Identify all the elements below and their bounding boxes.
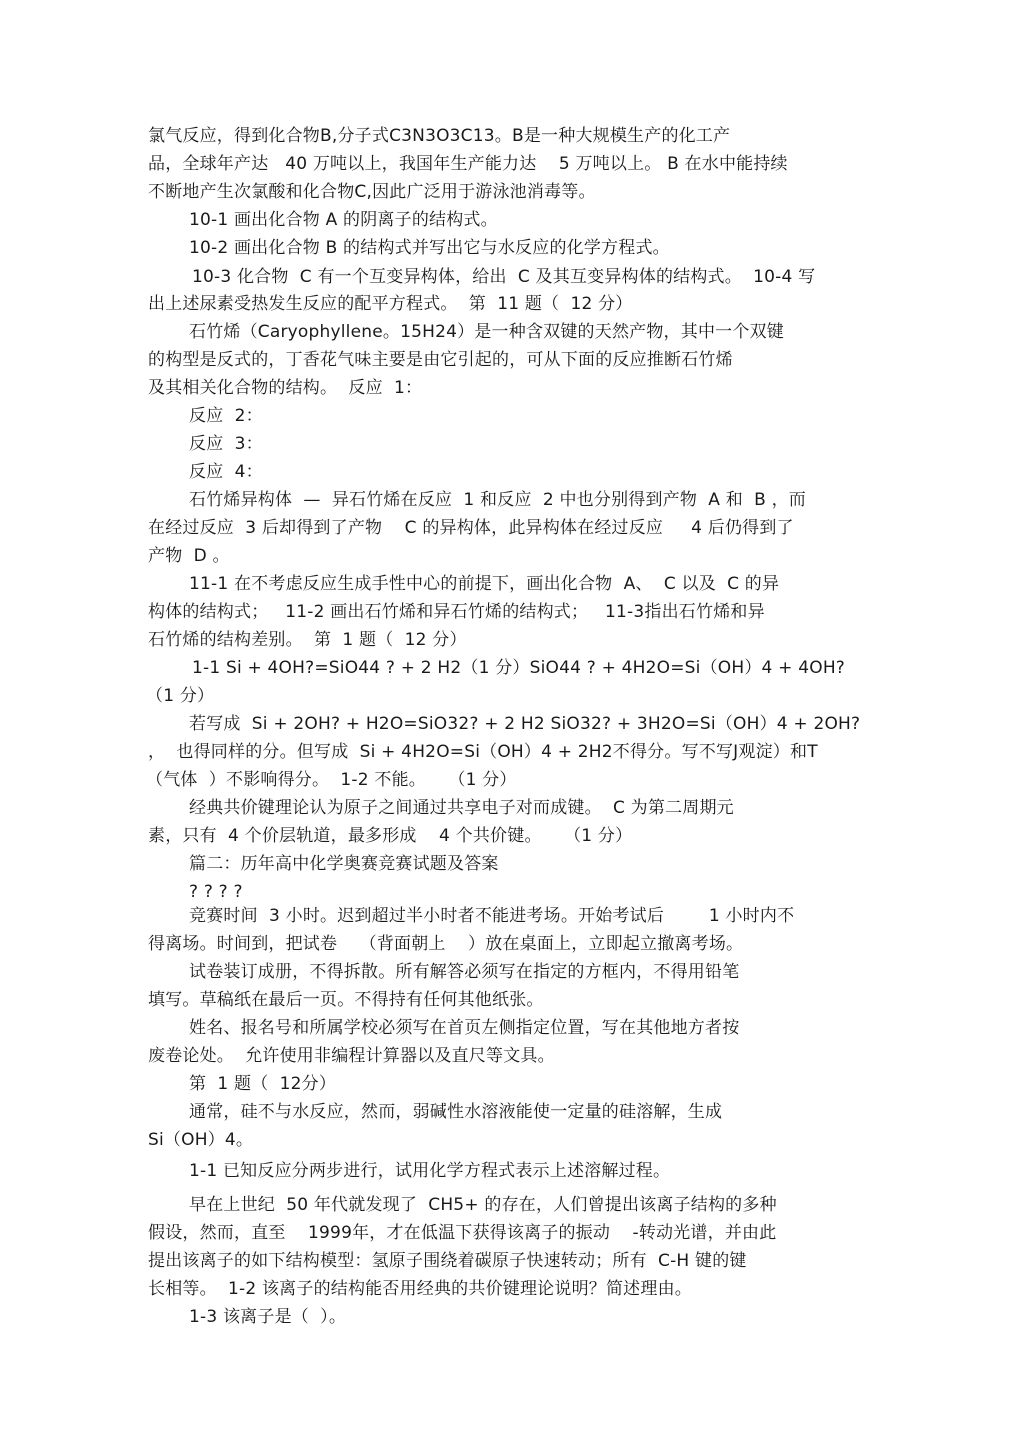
text-line: 长相等。 1-2 该离子的结构能否用经典的共价键理论说明？简述理由。 [148,1279,692,1299]
text-line: （气体 ）不影响得分。 1-2 不能。 （1 分） [146,770,517,790]
text-line: 10-3 化合物 C 有一个互变异构体，给出 C 及其互变异构体的结构式。 10-4 写 [192,267,816,287]
text-line: ， 也得同样的分。但写成 Si + 4H2O=Si（OH）4 + 2H2不得分。写不写J观淀）和T [148,742,818,762]
text-line: 提出该离子的如下结构模型：氢原子围绕着碳原子快速转动；所有 C-H 键的键 [148,1251,747,1271]
text-line: 篇二：历年高中化学奥赛竞赛试题及答案 [189,854,499,874]
text-line: 在经过反应 3 后却得到了产物 C 的异构体，此异构体在经过反应 4 后仍得到了 [148,518,794,538]
text-line: 出上述尿素受热发生反应的配平方程式。 第 11 题（ 12 分） [148,294,633,314]
text-line: 氯气反应，得到化合物B,分子式C3N3O3C13。B是一种大规模生产的化工产 [148,126,731,146]
text-line: 反应 2： [189,406,263,426]
text-line: 反应 4： [189,462,263,482]
text-line: 构体的结构式； 11-2 画出石竹烯和异石竹烯的结构式； 11-3指出石竹烯和异 [148,602,765,622]
text-line: 竞赛时间 3 小时。迟到超过半小时者不能进考场。开始考试后 1 小时内不 [189,906,795,926]
text-line: 石竹烯（Caryophyllene。15H24）是一种含双键的天然产物，其中一个双键 [189,322,784,342]
text-line: 1-1 Si + 4OH?=SiO44 ? + 2 H2（1 分）SiO44 ? + 4H2O=Si（OH）4 + 4OH? [192,658,846,678]
text-line: 10-2 画出化合物 B 的结构式并写出它与水反应的化学方程式。 [189,238,670,258]
text-line: ? ? ? ? [189,882,243,902]
text-line: 姓名、报名号和所属学校必须写在首页左侧指定位置，写在其他地方者按 [189,1018,740,1038]
text-line: 10-1 画出化合物 A 的阴离子的结构式。 [189,210,498,230]
text-line: 的构型是反式的，丁香花气味主要是由它引起的，可从下面的反应推断石竹烯 [148,350,733,370]
text-line: 填写。草稿纸在最后一页。不得持有任何其他纸张。 [148,990,544,1010]
text-line: 品，全球年产达 40 万吨以上，我国年生产能力达 5 万吨以上。 B 在水中能持续 [148,154,788,174]
text-line: （1 分） [146,686,215,706]
text-line: 及其相关化合物的结构。 反应 1： [148,378,423,398]
text-line: 早在上世纪 50 年代就发现了 CH5+ 的存在，人们曾提出该离子结构的多种 [189,1195,777,1215]
text-line: 1-3 该离子是（ ）。 [189,1307,347,1327]
text-line: 假设，然而，直至 1999年，才在低温下获得该离子的振动 -转动光谱，并由此 [148,1223,777,1243]
text-line: 石竹烯的结构差别。 第 1 题（ 12 分） [148,630,467,650]
text-line: 通常，硅不与水反应，然而，弱碱性水溶液能使一定量的硅溶解，生成 [189,1102,723,1122]
text-line: 不断地产生次氯酸和化合物C,因此广泛用于游泳池消毒等。 [148,182,596,202]
text-line: 第 1 题（ 12分） [189,1074,337,1094]
text-line: Si（OH）4。 [148,1130,254,1150]
text-line: 反应 3： [189,434,263,454]
text-line: 产物 D 。 [148,546,230,566]
text-line: 试卷装订成册，不得拆散。所有解答必须写在指定的方框内，不得用铅笔 [189,962,740,982]
text-line: 经典共价键理论认为原子之间通过共享电子对而成键。 C 为第二周期元 [189,798,734,818]
text-line: 石竹烯异构体 — 异石竹烯在反应 1 和反应 2 中也分别得到产物 A 和 B ，而 [189,490,806,510]
text-line: 11-1 在不考虑反应生成手性中心的前提下，画出化合物 A、 C 以及 C 的异 [189,574,780,594]
text-line: 废卷论处。 允许使用非编程计算器以及直尺等文具。 [148,1046,555,1066]
text-line: 得离场。时间到，把试卷 （背面朝上 ）放在桌面上，立即起立撤离考场。 [148,934,744,954]
text-line: 素，只有 4 个价层轨道，最多形成 4 个共价键。 （1 分） [148,826,633,846]
text-line: 若写成 Si + 2OH? + H2O=SiO32? + 2 H2 SiO32? + 3H2O=Si（OH）4 + 2OH? [189,714,861,734]
text-line: 1-1 已知反应分两步进行，试用化学方程式表示上述溶解过程。 [189,1161,671,1181]
